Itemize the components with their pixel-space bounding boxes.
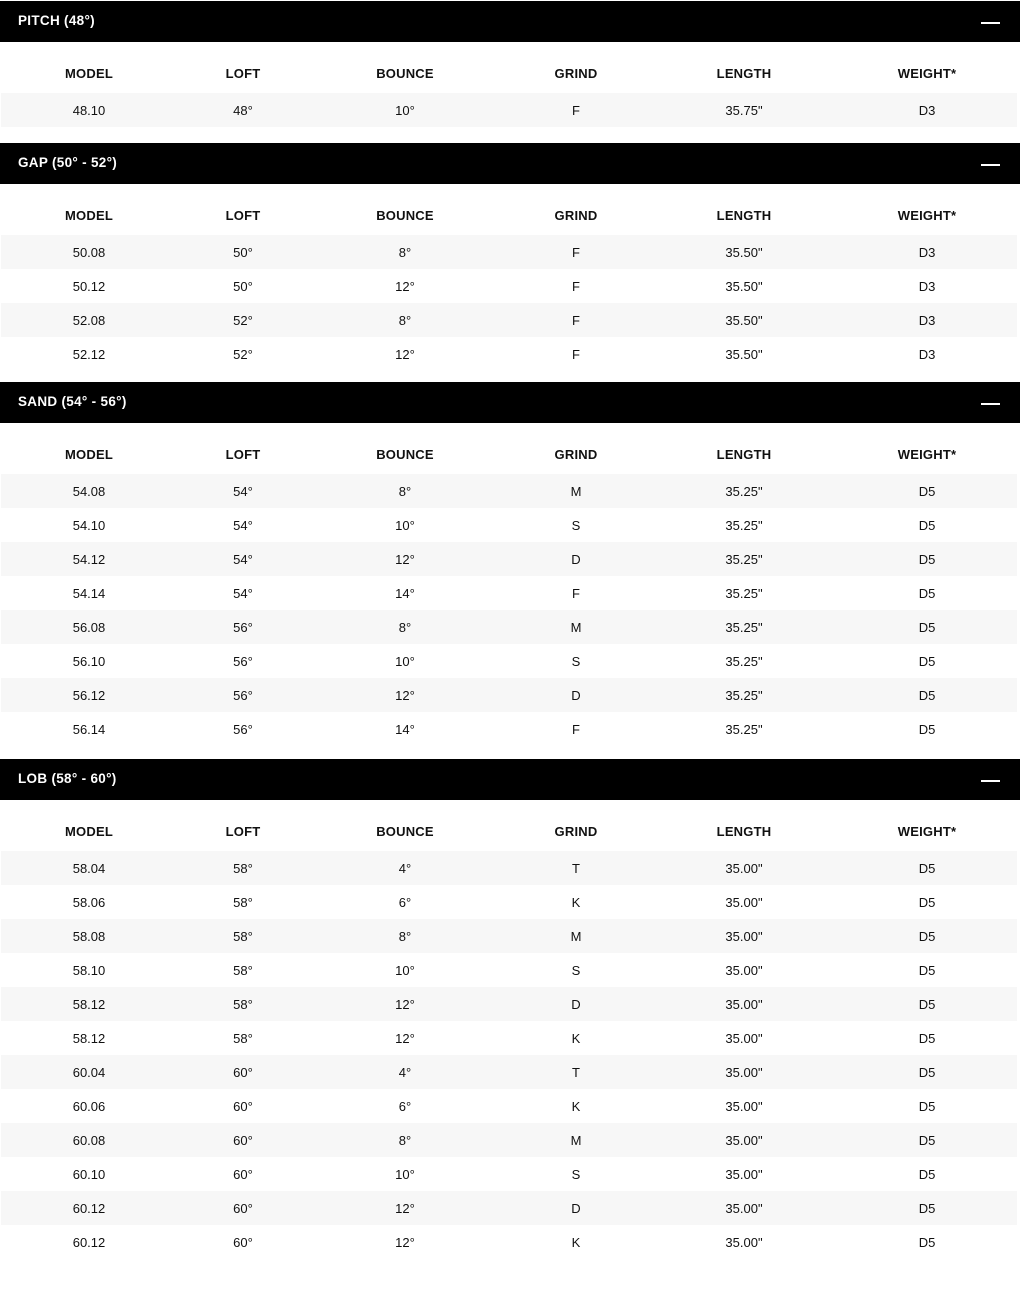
cell-model: 48.10 bbox=[72, 102, 106, 118]
spec-table bbox=[0, 58, 1020, 127]
section-sand bbox=[0, 382, 1020, 746]
cell-weight: D5 bbox=[918, 721, 936, 737]
cell-length: 35.00" bbox=[725, 1030, 763, 1046]
cell-length: 35.50" bbox=[725, 312, 763, 328]
cell-bounce: 14° bbox=[395, 585, 415, 601]
cell-bounce: 12° bbox=[395, 1234, 415, 1250]
cell-loft: 50° bbox=[233, 244, 253, 260]
section-title: LOB (58° - 60°) bbox=[18, 771, 117, 786]
cell-model: 58.06 bbox=[72, 894, 106, 910]
cell-loft: 60° bbox=[233, 1064, 253, 1080]
cell-grind: M bbox=[570, 483, 582, 499]
cell-bounce: 12° bbox=[395, 1030, 415, 1046]
table-row bbox=[1, 269, 1017, 303]
cell-loft: 58° bbox=[233, 860, 253, 876]
cell-bounce: 8° bbox=[398, 244, 412, 260]
cell-grind: F bbox=[572, 346, 580, 362]
cell-grind: F bbox=[572, 721, 580, 737]
cell-grind: F bbox=[572, 312, 580, 328]
cell-weight: D5 bbox=[918, 1132, 936, 1148]
column-header-length: LENGTH bbox=[716, 207, 772, 223]
cell-weight: D5 bbox=[918, 551, 936, 567]
cell-weight: D3 bbox=[918, 312, 936, 328]
cell-length: 35.25" bbox=[725, 619, 763, 635]
cell-bounce: 12° bbox=[395, 687, 415, 703]
cell-bounce: 10° bbox=[395, 653, 415, 669]
cell-grind: M bbox=[570, 928, 582, 944]
cell-model: 54.14 bbox=[72, 585, 106, 601]
cell-length: 35.25" bbox=[725, 483, 763, 499]
column-header-weight: WEIGHT* bbox=[897, 65, 957, 81]
cell-grind: D bbox=[571, 551, 581, 567]
table-header-row bbox=[1, 816, 1017, 846]
cell-grind: D bbox=[571, 996, 581, 1012]
cell-loft: 56° bbox=[233, 653, 253, 669]
cell-weight: D5 bbox=[918, 1030, 936, 1046]
table-row bbox=[1, 93, 1017, 127]
cell-length: 35.00" bbox=[725, 1234, 763, 1250]
cell-grind: M bbox=[570, 619, 582, 635]
column-header-length: LENGTH bbox=[716, 65, 772, 81]
table-row bbox=[1, 1191, 1017, 1225]
cell-bounce: 4° bbox=[398, 860, 412, 876]
column-header-loft: LOFT bbox=[225, 446, 261, 462]
cell-loft: 58° bbox=[233, 1030, 253, 1046]
cell-bounce: 10° bbox=[395, 102, 415, 118]
table-row bbox=[1, 1021, 1017, 1055]
cell-loft: 60° bbox=[233, 1166, 253, 1182]
column-header-grind: GRIND bbox=[554, 823, 598, 839]
cell-model: 56.14 bbox=[72, 721, 106, 737]
cell-weight: D5 bbox=[918, 687, 936, 703]
spec-table bbox=[0, 439, 1020, 746]
cell-bounce: 6° bbox=[398, 1098, 412, 1114]
cell-weight: D5 bbox=[918, 1200, 936, 1216]
cell-grind: K bbox=[571, 1234, 581, 1250]
table-row bbox=[1, 1123, 1017, 1157]
cell-loft: 52° bbox=[233, 312, 253, 328]
column-header-bounce: BOUNCE bbox=[376, 65, 434, 81]
cell-model: 50.12 bbox=[72, 278, 106, 294]
cell-model: 56.08 bbox=[72, 619, 106, 635]
cell-model: 54.10 bbox=[72, 517, 106, 533]
cell-grind: K bbox=[571, 1030, 581, 1046]
cell-model: 60.06 bbox=[72, 1098, 106, 1114]
cell-weight: D5 bbox=[918, 1064, 936, 1080]
cell-grind: D bbox=[571, 1200, 581, 1216]
cell-loft: 50° bbox=[233, 278, 253, 294]
table-row bbox=[1, 885, 1017, 919]
minus-icon[interactable] bbox=[981, 403, 1000, 405]
cell-weight: D5 bbox=[918, 962, 936, 978]
table-row bbox=[1, 1157, 1017, 1191]
cell-bounce: 8° bbox=[398, 619, 412, 635]
column-header-weight: WEIGHT* bbox=[897, 207, 957, 223]
cell-weight: D5 bbox=[918, 517, 936, 533]
cell-bounce: 14° bbox=[395, 721, 415, 737]
cell-bounce: 10° bbox=[395, 1166, 415, 1182]
section-header-pitch[interactable] bbox=[0, 1, 1020, 42]
cell-loft: 54° bbox=[233, 585, 253, 601]
cell-grind: F bbox=[572, 585, 580, 601]
cell-grind: K bbox=[571, 894, 581, 910]
table-row bbox=[1, 644, 1017, 678]
cell-length: 35.00" bbox=[725, 996, 763, 1012]
minus-icon[interactable] bbox=[981, 22, 1000, 24]
cell-bounce: 10° bbox=[395, 517, 415, 533]
table-row bbox=[1, 610, 1017, 644]
cell-weight: D5 bbox=[918, 1098, 936, 1114]
table-header-row bbox=[1, 200, 1017, 230]
table-row bbox=[1, 851, 1017, 885]
section-title: PITCH (48°) bbox=[18, 13, 95, 28]
cell-grind: K bbox=[571, 1098, 581, 1114]
cell-bounce: 8° bbox=[398, 1132, 412, 1148]
column-header-loft: LOFT bbox=[225, 65, 261, 81]
spec-table bbox=[0, 200, 1020, 371]
cell-length: 35.50" bbox=[725, 346, 763, 362]
cell-length: 35.25" bbox=[725, 517, 763, 533]
cell-weight: D5 bbox=[918, 860, 936, 876]
column-header-grind: GRIND bbox=[554, 446, 598, 462]
cell-length: 35.25" bbox=[725, 585, 763, 601]
column-header-bounce: BOUNCE bbox=[376, 207, 434, 223]
cell-grind: S bbox=[571, 517, 581, 533]
column-header-grind: GRIND bbox=[554, 65, 598, 81]
table-header-row bbox=[1, 58, 1017, 88]
table-row bbox=[1, 953, 1017, 987]
column-header-grind: GRIND bbox=[554, 207, 598, 223]
cell-length: 35.75" bbox=[725, 102, 763, 118]
cell-bounce: 12° bbox=[395, 996, 415, 1012]
cell-weight: D5 bbox=[918, 1166, 936, 1182]
cell-model: 58.10 bbox=[72, 962, 106, 978]
cell-loft: 58° bbox=[233, 928, 253, 944]
cell-loft: 54° bbox=[233, 517, 253, 533]
cell-length: 35.00" bbox=[725, 1098, 763, 1114]
cell-bounce: 12° bbox=[395, 551, 415, 567]
table-row bbox=[1, 303, 1017, 337]
column-header-bounce: BOUNCE bbox=[376, 823, 434, 839]
table-row bbox=[1, 1225, 1017, 1259]
cell-loft: 60° bbox=[233, 1098, 253, 1114]
cell-bounce: 10° bbox=[395, 962, 415, 978]
section-title: SAND (54° - 56°) bbox=[18, 394, 127, 409]
cell-model: 50.08 bbox=[72, 244, 106, 260]
cell-loft: 56° bbox=[233, 619, 253, 635]
cell-model: 58.08 bbox=[72, 928, 106, 944]
table-row bbox=[1, 919, 1017, 953]
table-row bbox=[1, 235, 1017, 269]
cell-weight: D5 bbox=[918, 483, 936, 499]
cell-grind: M bbox=[570, 1132, 582, 1148]
cell-grind: S bbox=[571, 653, 581, 669]
cell-weight: D5 bbox=[918, 894, 936, 910]
table-row bbox=[1, 508, 1017, 542]
column-header-weight: WEIGHT* bbox=[897, 446, 957, 462]
cell-weight: D5 bbox=[918, 653, 936, 669]
column-header-loft: LOFT bbox=[225, 207, 261, 223]
table-row bbox=[1, 1055, 1017, 1089]
cell-bounce: 8° bbox=[398, 312, 412, 328]
cell-length: 35.25" bbox=[725, 653, 763, 669]
cell-grind: T bbox=[572, 1064, 580, 1080]
cell-length: 35.00" bbox=[725, 894, 763, 910]
cell-model: 52.08 bbox=[72, 312, 106, 328]
column-header-length: LENGTH bbox=[716, 446, 772, 462]
cell-loft: 60° bbox=[233, 1132, 253, 1148]
table-header-row bbox=[1, 439, 1017, 469]
section-gap bbox=[0, 143, 1020, 371]
cell-model: 54.08 bbox=[72, 483, 106, 499]
cell-weight: D3 bbox=[918, 244, 936, 260]
cell-length: 35.00" bbox=[725, 1166, 763, 1182]
cell-model: 56.12 bbox=[72, 687, 106, 703]
column-header-model: MODEL bbox=[65, 823, 113, 839]
cell-weight: D3 bbox=[918, 102, 936, 118]
cell-length: 35.00" bbox=[725, 1132, 763, 1148]
cell-loft: 60° bbox=[233, 1234, 253, 1250]
cell-length: 35.25" bbox=[725, 721, 763, 737]
cell-grind: F bbox=[572, 278, 580, 294]
cell-loft: 52° bbox=[233, 346, 253, 362]
cell-length: 35.50" bbox=[725, 278, 763, 294]
cell-model: 52.12 bbox=[72, 346, 106, 362]
table-row bbox=[1, 576, 1017, 610]
cell-loft: 56° bbox=[233, 721, 253, 737]
cell-weight: D5 bbox=[918, 1234, 936, 1250]
cell-length: 35.00" bbox=[725, 962, 763, 978]
cell-bounce: 6° bbox=[398, 894, 412, 910]
cell-bounce: 12° bbox=[395, 346, 415, 362]
cell-loft: 48° bbox=[233, 102, 253, 118]
minus-icon[interactable] bbox=[981, 164, 1000, 166]
section-pitch bbox=[0, 1, 1020, 127]
cell-model: 58.04 bbox=[72, 860, 106, 876]
cell-grind: T bbox=[572, 860, 580, 876]
column-header-model: MODEL bbox=[65, 446, 113, 462]
cell-model: 60.12 bbox=[72, 1234, 106, 1250]
cell-bounce: 12° bbox=[395, 278, 415, 294]
cell-model: 60.12 bbox=[72, 1200, 106, 1216]
cell-bounce: 4° bbox=[398, 1064, 412, 1080]
cell-loft: 54° bbox=[233, 483, 253, 499]
table-row bbox=[1, 474, 1017, 508]
cell-bounce: 8° bbox=[398, 928, 412, 944]
spec-table bbox=[0, 816, 1020, 1259]
cell-model: 58.12 bbox=[72, 996, 106, 1012]
cell-length: 35.00" bbox=[725, 1064, 763, 1080]
table-row bbox=[1, 678, 1017, 712]
section-header-gap[interactable] bbox=[0, 143, 1020, 184]
cell-length: 35.00" bbox=[725, 928, 763, 944]
table-row bbox=[1, 337, 1017, 371]
cell-model: 60.08 bbox=[72, 1132, 106, 1148]
cell-grind: S bbox=[571, 1166, 581, 1182]
column-header-model: MODEL bbox=[65, 65, 113, 81]
cell-loft: 60° bbox=[233, 1200, 253, 1216]
table-row bbox=[1, 542, 1017, 576]
cell-grind: F bbox=[572, 102, 580, 118]
cell-weight: D5 bbox=[918, 619, 936, 635]
cell-model: 60.04 bbox=[72, 1064, 106, 1080]
cell-weight: D5 bbox=[918, 928, 936, 944]
cell-length: 35.25" bbox=[725, 551, 763, 567]
table-row bbox=[1, 987, 1017, 1021]
cell-weight: D3 bbox=[918, 278, 936, 294]
cell-length: 35.50" bbox=[725, 244, 763, 260]
column-header-length: LENGTH bbox=[716, 823, 772, 839]
cell-loft: 56° bbox=[233, 687, 253, 703]
cell-length: 35.00" bbox=[725, 1200, 763, 1216]
cell-model: 58.12 bbox=[72, 1030, 106, 1046]
cell-model: 60.10 bbox=[72, 1166, 106, 1182]
column-header-weight: WEIGHT* bbox=[897, 823, 957, 839]
column-header-loft: LOFT bbox=[225, 823, 261, 839]
cell-bounce: 8° bbox=[398, 483, 412, 499]
cell-model: 54.12 bbox=[72, 551, 106, 567]
cell-length: 35.25" bbox=[725, 687, 763, 703]
cell-loft: 58° bbox=[233, 894, 253, 910]
cell-bounce: 12° bbox=[395, 1200, 415, 1216]
cell-weight: D3 bbox=[918, 346, 936, 362]
cell-loft: 58° bbox=[233, 996, 253, 1012]
section-lob bbox=[0, 759, 1020, 1259]
cell-weight: D5 bbox=[918, 585, 936, 601]
column-header-model: MODEL bbox=[65, 207, 113, 223]
cell-grind: D bbox=[571, 687, 581, 703]
minus-icon[interactable] bbox=[981, 780, 1000, 782]
cell-loft: 54° bbox=[233, 551, 253, 567]
cell-grind: F bbox=[572, 244, 580, 260]
table-row bbox=[1, 1089, 1017, 1123]
cell-length: 35.00" bbox=[725, 860, 763, 876]
section-header-sand[interactable] bbox=[0, 382, 1020, 423]
column-header-bounce: BOUNCE bbox=[376, 446, 434, 462]
cell-grind: S bbox=[571, 962, 581, 978]
cell-loft: 58° bbox=[233, 962, 253, 978]
section-title: GAP (50° - 52°) bbox=[18, 155, 118, 170]
cell-model: 56.10 bbox=[72, 653, 106, 669]
cell-weight: D5 bbox=[918, 996, 936, 1012]
table-row bbox=[1, 712, 1017, 746]
section-header-lob[interactable] bbox=[0, 759, 1020, 800]
